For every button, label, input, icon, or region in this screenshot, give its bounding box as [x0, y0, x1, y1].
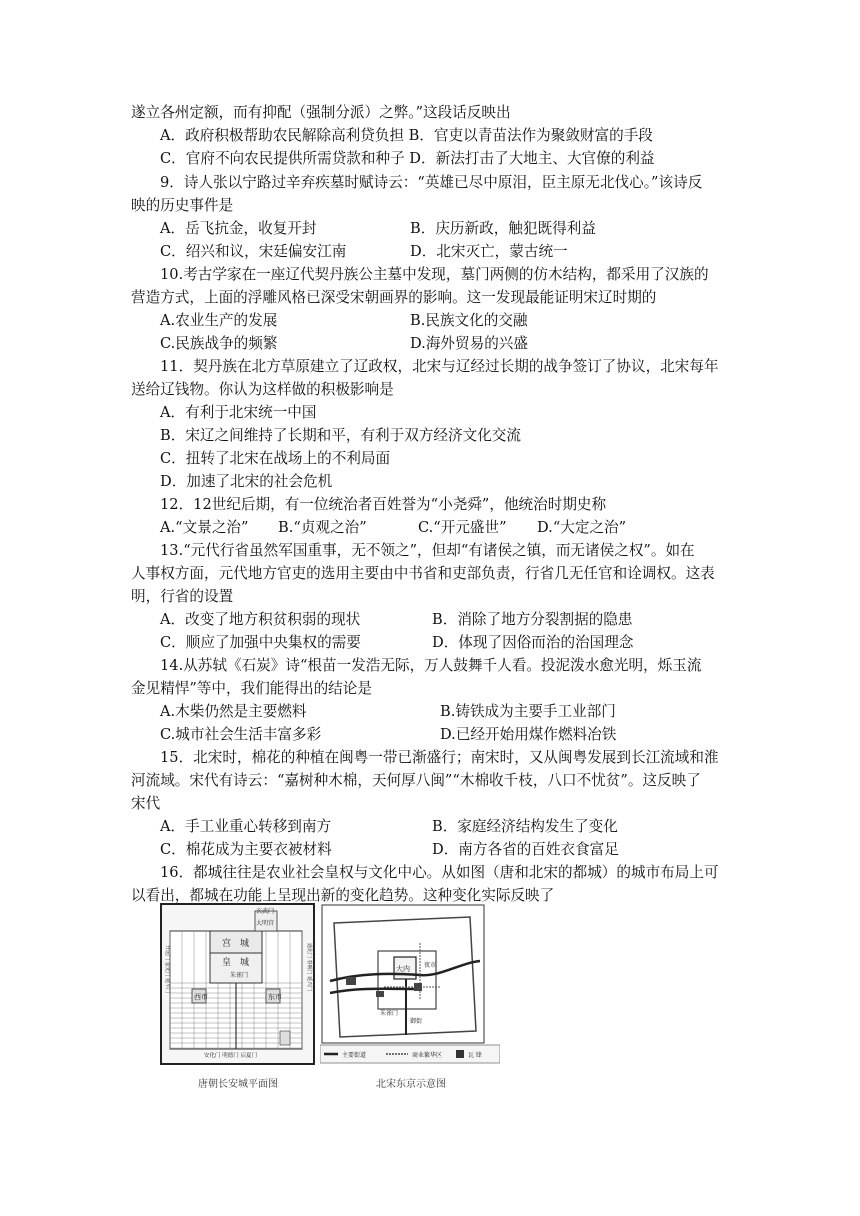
q10-option-a: A.农业生产的发展 — [160, 312, 278, 329]
q15-option-b: B．家庭经济结构发生了变化 — [432, 818, 618, 835]
q11-stem: 11．契丹族在北方草原建立了辽政权，北宋与辽经过长期的战争签订了协议，北宋每年 — [160, 358, 719, 375]
q13-option-b: B．消除了地方分裂割据的隐患 — [432, 611, 633, 628]
dongjing-legend-commercial: 商业繁华区 — [412, 1052, 443, 1059]
q9-option-b: B．庆历新政，触犯既得利益 — [410, 220, 596, 237]
dongjing-label-yeshi: 夜市 — [424, 962, 437, 969]
changan-label-imperial: 皇 城 — [222, 958, 250, 968]
dongjing-map — [320, 903, 500, 1065]
dongjing-legend-street: 主要街道 — [342, 1052, 367, 1059]
dongjing-map-svg — [320, 903, 500, 1065]
q13-stem: 明，行省的设置 — [131, 588, 234, 605]
q12-option-d: D.“大定之治” — [537, 519, 627, 536]
q10-option-c: C.民族战争的频繁 — [160, 335, 278, 352]
q8-option-ab: A．政府积极帮助农民解除高利贷负担 B．官吏以青苗法作为聚敛财富的手段 — [160, 127, 653, 144]
q15-option-a: A．手工业重心转移到南方 — [160, 818, 332, 835]
q15-stem: 宋代 — [131, 795, 161, 812]
changan-label-westmarket: 西市 — [194, 993, 208, 1001]
q9-option-d: D．北宋灭亡，蒙古统一 — [410, 243, 568, 260]
q12-option-c: C.“开元盛世” — [418, 519, 507, 536]
q15-option-c: C．棉花成为主要衣被材料 — [160, 841, 332, 858]
q13-option-c: C．顺应了加强中央集权的需要 — [160, 634, 361, 651]
q13-option-d: D．体现了因俗而治的治国理念 — [432, 634, 634, 651]
q10-option-d: D.海外贸易的兴盛 — [410, 335, 528, 352]
q14-option-a: A.木柴仍然是主要燃料 — [160, 703, 307, 720]
q14-option-b: B.铸铁成为主要手工业部门 — [440, 703, 616, 720]
changan-label-eastmarket: 东市 — [268, 993, 282, 1001]
dongjing-label-danei: 大内 — [396, 965, 410, 973]
q14-option-c: C.城市社会生活丰富多彩 — [160, 726, 322, 743]
q12-option-a: A.“文景之治” — [160, 519, 249, 536]
dongjing-caption: 北宋东京示意图 — [376, 1079, 446, 1090]
changan-label-bottom-gates: 安化门 明德门 启夏门 — [204, 1053, 257, 1059]
changan-label-palace: 宫 城 — [222, 939, 250, 949]
q15-stem: 15．北宋时，棉花的种植在闽粤一带已渐盛行；南宋时，又从闽粤发展到长江流域和淮 — [160, 749, 719, 766]
q12-option-b: B.“贞观之治” — [278, 519, 367, 536]
changan-label-right-gates: 通化门 春明门 延兴门 — [306, 943, 312, 992]
q10-option-b: B.民族文化的交融 — [410, 312, 528, 329]
q9-stem: 映的历史事件是 — [131, 197, 234, 214]
q14-stem: 金见精悍”等中，我们能得出的结论是 — [131, 680, 372, 697]
q14-stem: 14.从苏轼《石炭》诗“根苗一发浩无际，万人鼓舞千人看。投泥泼水愈光明，烁玉流 — [160, 657, 702, 674]
changan-label-zhuque: 朱雀门 — [230, 972, 249, 979]
q16-stem: 16．都城往往是农业社会皇权与文化中心。从如图（唐和北宋的都城）的城市布局上可 — [160, 864, 719, 881]
q11-stem: 送给辽钱物。你认为这样做的积极影响是 — [131, 381, 394, 398]
q13-option-a: A．改变了地方积贫积弱的现状 — [160, 611, 361, 628]
q11-option-d: D．加速了北宋的社会危机 — [160, 473, 333, 490]
dongjing-label-zhuque: 朱雀门 — [380, 1010, 399, 1017]
q11-option-c: C．扭转了北宋在战场上的不利局面 — [160, 450, 391, 467]
changan-label-top: 玄武门 — [256, 908, 275, 915]
q9-stem: 9．诗人张以宁路过辛弃疾墓时赋诗云：“英雄已尽中原泪，臣主原无北伐心。”该诗反 — [160, 174, 703, 191]
q8-option-cd: C．官府不向农民提供所需贷款和种子 D．新法打击了大地主、大官僚的利益 — [160, 150, 655, 167]
q15-stem: 河流域。宋代有诗云：“嘉树种木棉，天何厚八闽”“木棉收千枝，八口不忧贫”。这反映了 — [131, 772, 701, 789]
q13-stem: 人事权方面，元代地方官吏的选用主要由中书省和吏部负责，行省几无任官和诠调权。这表 — [131, 565, 715, 582]
q11-option-b: B．宋辽之间维持了长期和平，有利于双方经济文化交流 — [160, 427, 521, 444]
q10-stem: 营造方式，上面的浮雕风格已深受宋朝画界的影响。这一发现最能证明宋辽时期的 — [131, 289, 657, 306]
q15-option-d: D．南方各省的百姓衣食富足 — [432, 841, 619, 858]
q10-stem: 10.考古学家在一座辽代契丹族公主墓中发现，墓门两侧的仿木结构，都采用了汉族的 — [160, 266, 709, 283]
changan-map-svg — [160, 903, 315, 1065]
q12-stem: 12．12世纪后期，有一位统治者百姓誉为“小尧舜”，他统治时期史称 — [160, 496, 607, 513]
dongjing-legend-washi: 瓦 肆 — [468, 1052, 482, 1059]
q14-option-d: D.已经开始用煤作燃料冶铁 — [440, 726, 617, 743]
q11-option-a: A．有利于北宋统一中国 — [160, 404, 317, 421]
intro-line: 遂立各州定额，而有抑配（强制分派）之弊。”这段话反映出 — [131, 104, 511, 121]
q9-option-c: C．绍兴和议，宋廷偏安江南 — [160, 243, 347, 260]
changan-label-damingong: 大明宫 — [256, 920, 275, 927]
dongjing-label-yujie: 御街 — [410, 1018, 423, 1025]
q9-option-a: A．岳飞抗金，收复开封 — [160, 220, 317, 237]
changan-map — [160, 903, 315, 1065]
q13-stem: 13.“元代行省虽然军国重事，无不领之”，但却“有诸侯之镇，而无诸侯之权”。如在 — [160, 542, 695, 559]
q16-stem: 以看出，都城在功能上呈现出新的变化趋势。这种变化实际反映了 — [131, 887, 555, 904]
changan-caption: 唐朝长安城平面图 — [198, 1079, 278, 1090]
changan-label-left-gates: 开远门 金光门 延平门 — [164, 945, 170, 994]
